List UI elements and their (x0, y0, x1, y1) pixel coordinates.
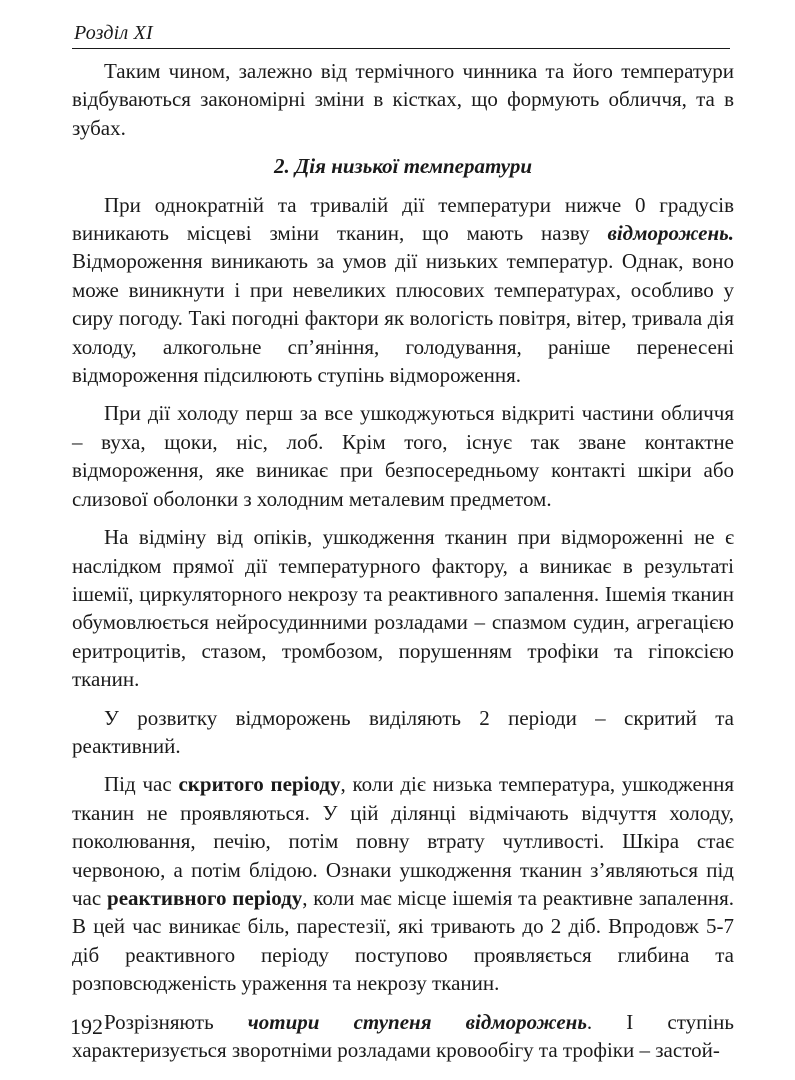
paragraph-text: Таким чином, залежно від термічного чинника та його температури відбуваються закономірні зміни в кістках, що формують обличчя, та в зубах. (72, 59, 734, 140)
section-title: 2. Дія низької температури (273, 154, 533, 179)
paragraph-latent-reactive (72, 770, 734, 997)
term-frostbite: відморожень. (607, 221, 734, 246)
paragraph-degrees (72, 1008, 734, 1065)
paragraph-text: Відмороження виникають за умов дії низьких температур. Однак, воно може виникнути і при невеликих плюсових температурах, особливо у сиру погоду. Такі погодні фактори як вологість повітря, вітер, тривала дія холоду, алкогольне сп’яніння, голодування, раніше перенесені відмороження підсилюють ступінь відмороження. (72, 249, 734, 388)
page-number: 192 (70, 1014, 103, 1039)
paragraph-text: Розрізняють (104, 1009, 248, 1034)
term-four-degrees: чотири ступеня відморожень (247, 1009, 587, 1034)
running-head: Розділ XI (74, 22, 153, 44)
paragraph-text: , коли діє низька температура, ушкодження тканин не проявляються. У цій ділянці відмічають відчуття холоду, поколювання, печію, потім повну втрату чутливості. Шкіра стає червоною, а потім блідою. Ознаки ушкодження тканин з’являються під час (72, 772, 734, 910)
paragraph-text: При дії холоду перш за все ушкоджуються відкриті частини обличчя – вуха, щоки, ніс, лоб. Крім того, існує так зване контактне відмороження, яке виникає при безпосередньому контакті шкіри або слизової оболонки з холодним металевим предметом. (72, 401, 734, 511)
term-reactive-period: реактивного періоду (107, 885, 303, 910)
paragraph-text: При однократній та тривалій дії температури нижче 0 градусів виникають місцеві зміни тканин, що мають назву (72, 192, 734, 246)
paragraph-text: У розвитку відморожень виділяють 2 періоди – скритий та реактивний. (72, 705, 734, 758)
paragraph-mechanism (72, 523, 734, 693)
page-body (72, 57, 734, 1064)
paragraph-intro (72, 57, 734, 142)
paragraph-periods (72, 704, 734, 761)
paragraph-text: Під час (104, 772, 179, 797)
paragraph-exposed-parts (72, 399, 734, 513)
paragraph-text: . І ступінь характеризується зворотніми розладами кровообігу та трофіки – застой- (72, 1009, 734, 1062)
paragraph-text: На відміну від опіків, ушкодження тканин при відмороженні не є наслідком прямої дії температурного фактору, а виникає в результаті ішемії, циркуляторного некрозу та реактивного запалення. Ішемія тканин обумовлюється нейросудинними розладами – спазмом судин, агрегацією еритроцитів, стазом, тромбозом, порушенням трофіки та гіпоксією тканин. (72, 525, 734, 692)
term-latent-period: скритого періоду (178, 772, 341, 797)
paragraph-definition (72, 191, 734, 390)
header-rule (72, 48, 730, 49)
paragraph-text: , коли має місце ішемія та реактивне запалення. В цей час виникає біль, парестезії, які тривають до 2 діб. Впродовж 5-7 діб реактивного періоду поступово проявляється глибина та розповсюдженість ураження та некрозу тканин. (72, 885, 735, 996)
